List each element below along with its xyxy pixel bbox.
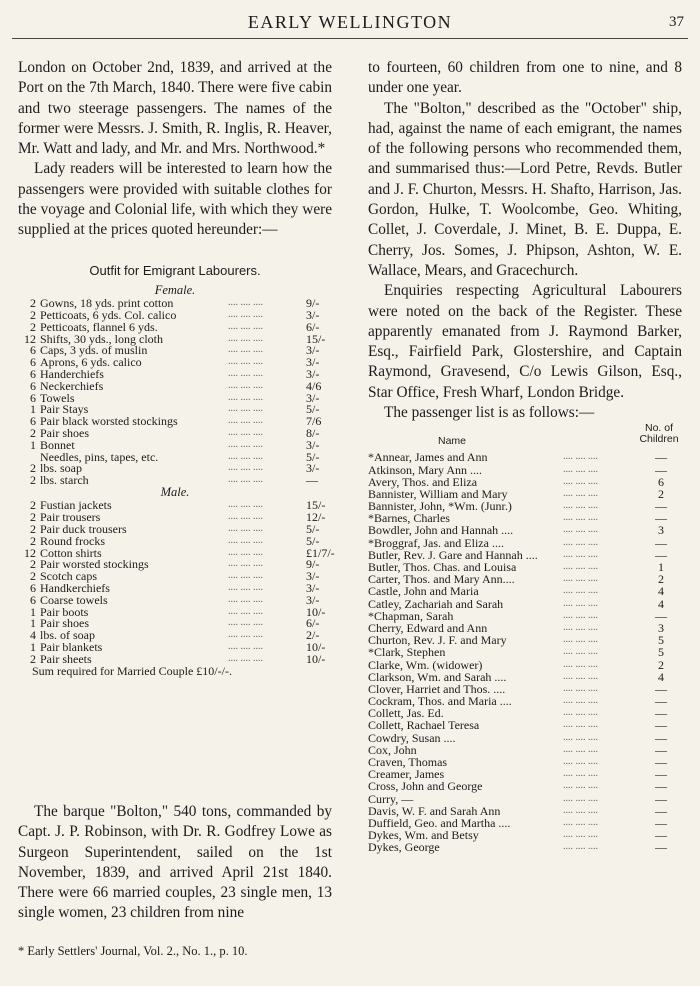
male-outfit-item-description: Round frocks [40, 533, 105, 548]
left-column [18, 58, 335, 678]
right-paragraph-4: The passenger list is as follows:— [384, 404, 595, 422]
leader-dots: .... .... .... [228, 367, 263, 379]
female-outfit-item-description: Handerchiefs [40, 366, 104, 381]
passenger-row [368, 780, 682, 792]
leader-dots: .... .... .... [228, 308, 263, 320]
male-outfit-item-description: Pair duck trousers [40, 522, 127, 537]
leader-dots: .... .... .... [563, 841, 598, 853]
leader-dots: .... .... .... [228, 511, 263, 523]
leader-dots: .... .... .... [563, 719, 598, 731]
female-outfit-item [18, 321, 332, 333]
passenger-name: Bannister, William and Mary [368, 486, 508, 501]
passenger-name: Catley, Zachariah and Sarah [368, 596, 504, 611]
female-outfit-item-description: Pair black worsted stockings [40, 414, 178, 429]
passenger-children: 4 [658, 669, 664, 684]
passenger-name: *Clark, Stephen [368, 645, 446, 660]
male-outfit-item-quantity: 2 [30, 522, 36, 537]
female-outfit-item-quantity: 2 [30, 296, 36, 311]
female-outfit-item-quantity: 6 [30, 343, 36, 358]
male-outfit-item-price: 5/- [306, 522, 320, 537]
leader-dots: .... .... .... [563, 524, 598, 536]
passenger-name: Cross, John and George [368, 779, 483, 794]
female-outfit-item-quantity: 1 [30, 437, 36, 452]
female-outfit-item-description: lbs. soap [40, 461, 82, 476]
leader-dots: .... .... .... [563, 682, 598, 694]
female-outfit-item-price: 4/6 [306, 378, 322, 393]
female-outfit-item-description: Needles, pins, tapes, etc. [40, 449, 159, 464]
passenger-children: 2 [658, 657, 664, 672]
male-outfit-item-description: Pair trousers [40, 510, 101, 525]
leader-dots: .... .... .... [228, 605, 263, 617]
leader-dots: .... .... .... [228, 523, 263, 535]
leader-dots: .... .... .... [228, 546, 263, 558]
female-outfit-item-price: 7/6 [306, 414, 322, 429]
passenger-children: 3 [658, 523, 664, 538]
leader-dots: .... .... .... [563, 500, 598, 512]
male-outfit-item-description: lbs. of soap [40, 628, 95, 643]
male-outfit-item-quantity: 2 [30, 569, 36, 584]
female-outfit-item-quantity: 2 [30, 461, 36, 476]
passenger-name: Bowdler, John and Hannah .... [368, 523, 514, 538]
female-outfit-item [18, 439, 332, 451]
passenger-row [368, 793, 682, 805]
left-paragraph-3: The barque "Bolton," 540 tons, commanded by Capt. J. P. Robinson, with Dr. R. Godfrey Lowe as Surgeon Superintendent, sailed on the 1st November, 1839, and arrived April 21st 1840. There were 66 married couples, 23 single men, 13 single women, 23 children from nine [18, 803, 332, 922]
female-outfit-item-price: 15/- [306, 331, 326, 346]
leader-dots: .... .... .... [563, 816, 598, 828]
leader-dots: .... .... .... [563, 536, 598, 548]
female-outfit-item-quantity: 2 [30, 473, 36, 488]
male-outfit-item-quantity: 2 [30, 498, 36, 513]
leader-dots: .... .... .... [228, 652, 263, 664]
passenger-children: 6 [658, 474, 664, 489]
passenger-children: 2 [658, 486, 664, 501]
leader-dots: .... .... .... [563, 756, 598, 768]
passenger-children: — [655, 840, 667, 855]
passenger-name: Cowdry, Susan .... [368, 730, 456, 745]
leader-dots: .... .... .... [228, 462, 263, 474]
passenger-children: — [655, 499, 667, 514]
passenger-name: Clarke, Wm. (widower) [368, 657, 483, 672]
male-outfit-item-quantity: 1 [30, 639, 36, 654]
male-outfit-item-quantity: 2 [30, 510, 36, 525]
leader-dots: .... .... .... [563, 792, 598, 804]
passenger-row [368, 646, 682, 658]
leader-dots: .... .... .... [228, 426, 263, 438]
female-outfit-list [18, 297, 332, 486]
leader-dots: .... .... .... [228, 450, 263, 462]
passenger-name: Castle, John and Maria [368, 584, 479, 599]
leader-dots: .... .... .... [563, 487, 598, 499]
passenger-children: — [655, 608, 667, 623]
male-outfit-item-description: Pair boots [40, 604, 89, 619]
male-outfit-item-description: Pair worsted stockings [40, 557, 149, 572]
passenger-name: Creamer, James [368, 767, 445, 782]
passenger-name: *Annear, James and Ann [368, 450, 488, 465]
column-children-header-line2: Children [639, 433, 679, 446]
passenger-name: Collett, Jas. Ed. [368, 706, 444, 721]
female-outfit-item-price: 8/- [306, 425, 320, 440]
female-outfit-item-description: Neckerchiefs [40, 378, 104, 393]
passenger-children: — [655, 767, 667, 782]
female-outfit-item-quantity: 12 [24, 331, 36, 346]
leader-dots: .... .... .... [228, 379, 263, 391]
male-outfit-item-price: £1/7/- [306, 545, 335, 560]
female-outfit-item [18, 380, 332, 392]
left-lower-block [18, 802, 332, 924]
passenger-children: 5 [658, 645, 664, 660]
passenger-list [368, 451, 682, 853]
sum-required: Sum required for Married Couple £10/-/-. [32, 663, 232, 678]
leader-dots: .... .... .... [563, 634, 598, 646]
female-outfit-item-description: Gowns, 18 yds. print cotton [40, 296, 174, 311]
male-outfit-item [18, 653, 332, 665]
footnote: * Early Settlers' Journal, Vol. 2., No. 1., p. 10. [18, 944, 248, 958]
passenger-name: Cherry, Edward and Ann [368, 620, 488, 635]
leader-dots: .... .... .... [563, 731, 598, 743]
passenger-children: — [655, 535, 667, 550]
male-outfit-item-price: 10/- [306, 639, 326, 654]
female-outfit-item-description: Bonnet [40, 437, 75, 452]
male-outfit-item-description: Cotton shirts [40, 545, 102, 560]
passenger-name: Atkinson, Mary Ann .... [368, 462, 482, 477]
leader-dots: .... .... .... [563, 621, 598, 633]
male-heading: Male. [160, 484, 190, 499]
passenger-children: — [655, 718, 667, 733]
female-outfit-item [18, 309, 332, 321]
leader-dots: .... .... .... [563, 463, 598, 475]
male-outfit-item [18, 641, 332, 653]
male-outfit-item-description: Coarse towels [40, 592, 108, 607]
female-outfit-item-price: 3/- [306, 355, 320, 370]
passenger-name: *Chapman, Sarah [368, 608, 454, 623]
leader-dots: .... .... .... [563, 658, 598, 670]
passenger-row [368, 659, 682, 671]
leader-dots: .... .... .... [563, 573, 598, 585]
male-outfit-item-description: Scotch caps [40, 569, 97, 584]
passenger-children: — [655, 706, 667, 721]
female-outfit-item-description: Towels [40, 390, 75, 405]
right-paragraph-3: Enquiries respecting Agricultural Labourers were noted on the back of the Register. These apparently emanated from J. Raymond Barker, Esq., Fairfield Park, Glostershire, and Captain Raymond, Gravesend, C/o Lewis Gilson, Esq., Star Office, Fresh Wharf, London Bridge. [368, 282, 682, 401]
female-outfit-item-quantity: 2 [30, 319, 36, 334]
male-outfit-item-quantity: 2 [30, 651, 36, 666]
leader-dots: .... .... .... [563, 451, 598, 463]
passenger-children: — [655, 547, 667, 562]
female-outfit-item-description: lbs. starch [40, 473, 89, 488]
male-outfit-item-quantity: 2 [30, 557, 36, 572]
female-outfit-item-description: Petticoats, flannel 6 yds. [40, 319, 158, 334]
male-outfit-item-price: 10/- [306, 651, 326, 666]
passenger-row [368, 585, 682, 597]
leader-dots: .... .... .... [228, 570, 263, 582]
female-outfit-item-price: 3/- [306, 366, 320, 381]
male-outfit-item-quantity: 1 [30, 604, 36, 619]
leader-dots: .... .... .... [563, 561, 598, 573]
right-paragraph-2: The "Bolton," described as the "October" ship, had, against the name of each emigrant, the names of the following persons who recommended them, and summarised thus:—Lord Petre, Revds. Butler and J. F. Churton, Messrs. H. Shafto, Harrison, Jas. Gordon, Hulke, T. Woolcombe, Geo. Whiting, Collet, J. Coverdale, J. Minet, B. E. Duppa, E. Cherry, Jos. Somes, J. Phipson, Ashton, W. E. Wallace, Mears, and Gracechurch. [368, 99, 682, 279]
female-outfit-item-description: Shifts, 30 yds., long cloth [40, 331, 164, 346]
passenger-children: — [655, 755, 667, 770]
female-outfit-item-quantity: 2 [30, 425, 36, 440]
male-outfit-item-price: 15/- [306, 498, 326, 513]
female-outfit-item-price: 9/- [306, 296, 320, 311]
female-outfit-item-price: 3/- [306, 307, 320, 322]
leader-dots: .... .... .... [228, 617, 263, 629]
column-children-header [633, 423, 685, 445]
leader-dots: .... .... .... [228, 558, 263, 570]
male-outfit-item-description: Handkerchiefs [40, 581, 110, 595]
leader-dots: .... .... .... [228, 438, 263, 450]
leader-dots: .... .... .... [228, 332, 263, 344]
female-outfit-item-price: 3/- [306, 343, 320, 358]
leader-dots: .... .... .... [563, 743, 598, 755]
left-paragraph-2: Lady readers will be interested to learn how the passengers were provided with suitable clothes for the voyage and Colonial life, with which they were supplied at the prices quoted hereunder:— [18, 160, 332, 239]
passenger-name: Churton, Rev. J. F. and Mary [368, 633, 507, 648]
leader-dots: .... .... .... [228, 499, 263, 511]
leader-dots: .... .... .... [563, 646, 598, 658]
running-header [12, 0, 688, 39]
passenger-name: Butler, Rev. J. Gare and Hannah .... [368, 547, 538, 562]
leader-dots: .... .... .... [563, 670, 598, 682]
male-outfit-item-price: 5/- [306, 533, 320, 548]
outfit-heading: Outfit for Emigrant Labourers. [89, 262, 261, 278]
passenger-row [368, 841, 682, 853]
passenger-children: — [655, 450, 667, 465]
female-outfit-item [18, 427, 332, 439]
female-outfit-item-price: 3/- [306, 437, 320, 452]
leader-dots: .... .... .... [563, 475, 598, 487]
passenger-name: Carter, Thos. and Mary Ann.... [368, 572, 515, 587]
male-outfit-item-price: 3/- [306, 581, 320, 595]
female-outfit-item-description: Petticoats, 6 yds. Col. calico [40, 307, 177, 322]
passenger-name: Dykes, George [368, 840, 440, 855]
leader-dots: .... .... .... [228, 629, 263, 641]
leader-dots: .... .... .... [563, 768, 598, 780]
leader-dots: .... .... .... [563, 585, 598, 597]
male-outfit-list [18, 498, 335, 666]
leader-dots: .... .... .... [228, 403, 263, 415]
female-outfit-item-description: Pair shoes [40, 425, 89, 440]
female-outfit-item [18, 368, 332, 380]
passenger-name: Bannister, John, *Wm. (Junr.) [368, 499, 512, 514]
leader-dots: .... .... .... [563, 780, 598, 792]
column-children-header-line1: No. of [644, 422, 673, 435]
leader-dots: .... .... .... [228, 320, 263, 332]
passenger-name: Davis, W. F. and Sarah Ann [368, 803, 501, 818]
male-outfit-item-description: Pair blankets [40, 639, 103, 654]
passenger-name: Dykes, Wm. and Betsy [368, 828, 479, 843]
female-outfit-item-quantity: 2 [30, 307, 36, 322]
female-outfit-item-description: Pair Stays [40, 402, 89, 417]
male-outfit-item-quantity: 6 [30, 592, 36, 607]
passenger-children: 4 [658, 596, 664, 611]
passenger-name: Avery, Thos. and Eliza [368, 474, 478, 489]
female-outfit-item-quantity: 6 [30, 390, 36, 405]
passenger-name: Cox, John [368, 742, 417, 757]
right-paragraph-1: to fourteen, 60 children from one to nine, and 8 under one year. [368, 59, 682, 97]
passenger-name: *Barnes, Charles [368, 511, 450, 526]
leader-dots: .... .... .... [563, 512, 598, 524]
male-outfit-item-price: 3/- [306, 592, 320, 607]
male-outfit-item-price: 2/- [306, 628, 320, 643]
passenger-children: — [655, 462, 667, 477]
male-outfit-item-price: 3/- [306, 569, 320, 584]
male-outfit-item-price: 12/- [306, 510, 326, 525]
male-outfit-item-description: Pair sheets [40, 651, 92, 666]
passenger-children: 4 [658, 584, 664, 599]
passenger-row [368, 598, 682, 610]
passenger-children: 1 [658, 560, 664, 575]
leader-dots: .... .... .... [228, 474, 263, 486]
leader-dots: .... .... .... [228, 582, 263, 593]
passenger-children: 5 [658, 633, 664, 648]
passenger-children: — [655, 742, 667, 757]
female-outfit-item-price: 6/- [306, 319, 320, 334]
leader-dots: .... .... .... [228, 640, 263, 652]
passenger-children: — [655, 815, 667, 830]
passenger-children: — [655, 828, 667, 843]
leader-dots: .... .... .... [563, 707, 598, 719]
passenger-name: Collett, Rachael Teresa [368, 718, 480, 733]
leader-dots: .... .... .... [228, 391, 263, 403]
running-title: EARLY WELLINGTON [247, 12, 453, 32]
passenger-children: — [655, 791, 667, 806]
female-outfit-item-quantity: 6 [30, 355, 36, 370]
left-paragraph-1: London on October 2nd, 1839, and arrived at the Port on the 7th March, 1840. There were five cabin and two steerage passengers. The names of the former were Messrs. J. Smith, R. Inglis, R. Heaver, Mr. Watt and lady, and Mr. and Mrs. Northwood.* [18, 59, 332, 158]
leader-dots: .... .... .... [228, 356, 263, 368]
passenger-children: — [655, 694, 667, 709]
male-outfit-item-price: 10/- [306, 604, 326, 619]
male-outfit-item-quantity: 4 [30, 628, 36, 643]
page-number: 37 [669, 14, 684, 30]
male-outfit-item-price: 9/- [306, 557, 320, 572]
female-outfit-item-description: Aprons, 6 yds. calico [40, 355, 142, 370]
leader-dots: .... .... .... [563, 695, 598, 707]
passenger-children: — [655, 779, 667, 794]
female-outfit-item-quantity: 6 [30, 378, 36, 393]
male-outfit-item-quantity: 6 [30, 581, 36, 595]
passenger-name: Curry, — [368, 791, 414, 806]
passenger-row [368, 719, 682, 731]
passenger-row [368, 524, 682, 536]
male-outfit-item-price: 6/- [306, 616, 320, 631]
male-outfit-item-quantity: 1 [30, 616, 36, 631]
leader-dots: .... .... .... [228, 415, 263, 427]
female-outfit-item-quantity: 6 [30, 414, 36, 429]
female-outfit-item-description: Caps, 3 yds. of muslin [40, 343, 148, 358]
leader-dots: .... .... .... [563, 597, 598, 609]
female-heading: Female. [154, 282, 196, 297]
passenger-name: Duffield, Geo. and Martha .... [368, 815, 511, 830]
female-outfit-item-quantity: 6 [30, 366, 36, 381]
passenger-name: Craven, Thomas [368, 755, 448, 770]
passenger-children: 2 [658, 572, 664, 587]
female-outfit-item-price: 3/- [306, 461, 320, 476]
passenger-children: 3 [658, 620, 664, 635]
passenger-children: — [655, 681, 667, 696]
passenger-name: Cockram, Thos. and Maria .... [368, 694, 512, 709]
female-outfit-item [18, 474, 332, 486]
passenger-children: — [655, 803, 667, 818]
leader-dots: .... .... .... [228, 297, 263, 309]
female-outfit-item-price: — [306, 473, 318, 488]
passenger-row [368, 451, 682, 463]
female-outfit-item-price: 5/- [306, 402, 320, 417]
passenger-name: Clover, Harriet and Thos. .... [368, 681, 506, 696]
passenger-list-header [368, 423, 682, 451]
female-outfit-item-quantity: 1 [30, 402, 36, 417]
male-outfit-item [18, 535, 332, 547]
passenger-row [368, 464, 682, 476]
leader-dots: .... .... .... [228, 534, 263, 546]
leader-dots: .... .... .... [563, 609, 598, 621]
leader-dots: .... .... .... [563, 548, 598, 560]
female-outfit-item-price: 3/- [306, 390, 320, 405]
passenger-children: — [655, 730, 667, 745]
male-outfit-item [18, 594, 332, 606]
column-name-header: Name [438, 435, 467, 448]
male-outfit-item-description: Pair shoes [40, 616, 89, 631]
passenger-name: *Broggraf, Jas. and Eliza .... [368, 535, 504, 550]
leader-dots: .... .... .... [563, 829, 598, 841]
passenger-name: Butler, Thos. Chas. and Louisa [368, 560, 517, 575]
passenger-name: Clarkson, Wm. and Sarah .... [368, 669, 507, 684]
leader-dots: .... .... .... [228, 593, 263, 605]
female-outfit-item-price: 5/- [306, 449, 320, 464]
right-column [368, 58, 682, 854]
leader-dots: .... .... .... [228, 344, 263, 356]
male-outfit-item-description: Fustian jackets [40, 498, 112, 513]
passenger-children: — [655, 511, 667, 526]
male-outfit-item-quantity: 12 [24, 545, 36, 560]
male-outfit-item-quantity: 2 [30, 533, 36, 548]
leader-dots: .... .... .... [563, 804, 598, 816]
